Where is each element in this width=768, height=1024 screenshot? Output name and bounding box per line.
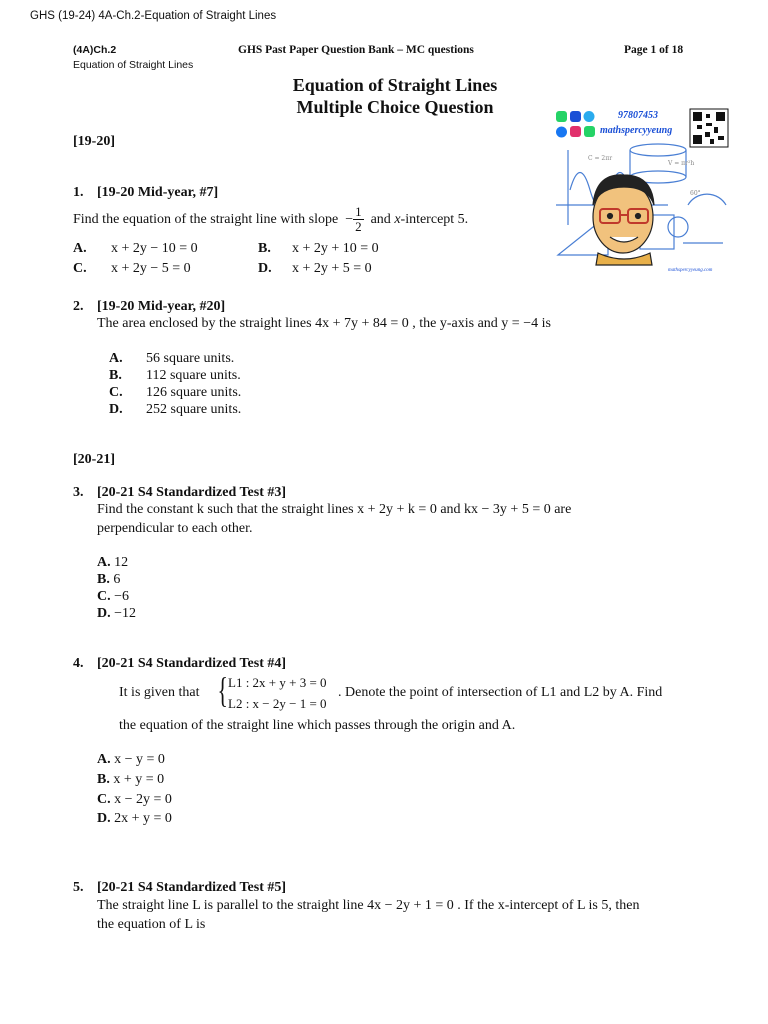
page-subtitle: Multiple Choice Question xyxy=(296,97,494,117)
wechat-icon xyxy=(584,126,595,137)
instagram-icon xyxy=(570,126,581,137)
q3-option-d[interactable]: D. −12 xyxy=(97,606,137,621)
q2-tag: [19-20 Mid-year, #20] xyxy=(97,299,226,314)
q4-stem-continued: . Denote the point of intersection of L1 and L2 by A. Find xyxy=(338,685,663,700)
q2-number: 2. xyxy=(73,299,84,314)
chapter-name: Equation of Straight Lines xyxy=(73,59,194,71)
document-title: GHS (19-24) 4A-Ch.2-Equation of Straight Lines xyxy=(30,10,277,22)
q3-number: 3. xyxy=(73,485,84,500)
svg-text:C = 2πr: C = 2πr xyxy=(588,155,613,162)
q4-option-b[interactable]: B. x + y = 0 xyxy=(97,772,165,787)
svg-text:60°: 60° xyxy=(690,190,701,197)
q4-option-c[interactable]: C. x − 2y = 0 xyxy=(97,792,172,807)
q5-tag: [20-21 S4 Standardized Test #5] xyxy=(97,880,287,895)
q4-option-d[interactable]: D. 2x + y = 0 xyxy=(97,811,172,826)
q1-tag: [19-20 Mid-year, #7] xyxy=(97,185,219,200)
q4-line-l1: L1 : 2x + y + 3 = 0 xyxy=(228,675,327,690)
q3-option-a[interactable]: A. 12 xyxy=(97,555,129,570)
chapter-code: (4A)Ch.2 xyxy=(73,44,117,56)
promo-banner xyxy=(548,105,733,280)
q1-option-d[interactable]: D. x + 2y + 5 = 0 xyxy=(258,261,372,276)
q3-option-c[interactable]: C. −6 xyxy=(97,589,130,604)
telegram-icon xyxy=(584,111,595,122)
page-number: Page 1 of 18 xyxy=(624,44,684,56)
qr-code-icon xyxy=(690,109,728,147)
section-heading-20-21: [20-21] xyxy=(73,452,115,467)
system-brace: { xyxy=(217,670,228,710)
q4-tag: [20-21 S4 Standardized Test #4] xyxy=(97,656,287,671)
q4-given: It is given that xyxy=(119,685,200,700)
q4-stem-line2: the equation of the straight line which passes through the origin and A. xyxy=(119,718,516,733)
section-heading-19-20: [19-20] xyxy=(73,134,115,149)
q1-stem: Find the equation of the straight line with slope − $\frac{1}{2}$ and x-intercept 5. xyxy=(73,204,469,235)
q3-stem-line2: perpendicular to each other. xyxy=(97,521,253,536)
facebook-icon xyxy=(556,127,567,138)
q1-option-c[interactable]: C. x + 2y − 5 = 0 xyxy=(73,261,191,276)
q4-number: 4. xyxy=(73,656,84,671)
cartoon-face xyxy=(593,175,654,265)
q2-option-a[interactable]: A. 56 square units. xyxy=(109,351,235,366)
q2-stem: The area enclosed by the straight lines 4x + 7y + 84 = 0 , the y-axis and y = −4 is xyxy=(97,316,551,331)
q3-tag: [20-21 S4 Standardized Test #3] xyxy=(97,485,287,500)
q5-number: 5. xyxy=(73,880,84,895)
q2-option-b[interactable]: B. 112 square units. xyxy=(109,368,241,383)
promo-handle: mathspercyyeung xyxy=(600,125,673,136)
q4-option-a[interactable]: A. x − y = 0 xyxy=(97,752,165,767)
promo-phone: 97807453 xyxy=(618,110,658,121)
message-icon xyxy=(570,111,581,122)
q1-number: 1. xyxy=(73,185,84,200)
q3-stem-line1: Find the constant k such that the straight lines x + 2y + k = 0 and kx − 3y + 5 = 0 are xyxy=(97,502,572,517)
promo-site: mathspercyyeung.com xyxy=(668,268,713,273)
page-title: Equation of Straight Lines xyxy=(292,75,498,95)
q5-stem-line1: The straight line L is parallel to the straight line 4x − 2y + 1 = 0 . If the x-intercept of L is 5, then xyxy=(97,898,640,913)
whatsapp-icon xyxy=(556,111,567,122)
svg-text:V = πr²h: V = πr²h xyxy=(668,160,695,167)
q2-option-d[interactable]: D. 252 square units. xyxy=(109,402,242,417)
q1-option-a[interactable]: A. x + 2y − 10 = 0 xyxy=(73,241,198,256)
q1-option-b[interactable]: B. x + 2y + 10 = 0 xyxy=(258,241,379,256)
q4-line-l2: L2 : x − 2y − 1 = 0 xyxy=(228,696,327,711)
q2-option-c[interactable]: C. 126 square units. xyxy=(109,385,242,400)
question-bank-label: GHS Past Paper Question Bank – MC questions xyxy=(238,44,474,56)
q3-option-b[interactable]: B. 6 xyxy=(97,572,121,587)
q5-stem-line2: the equation of L is xyxy=(97,917,206,932)
